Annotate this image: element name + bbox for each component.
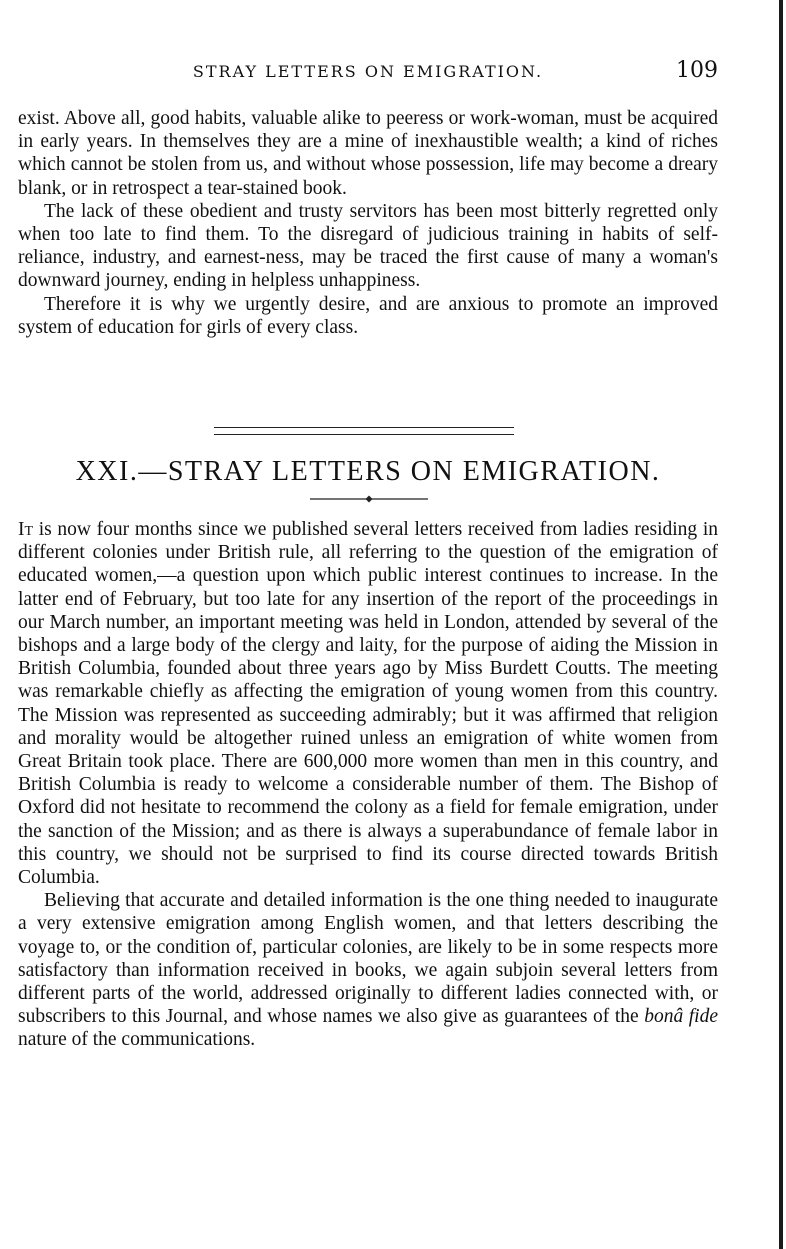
paragraph bbox=[18, 518, 718, 889]
previous-section-text bbox=[18, 107, 718, 339]
article-text bbox=[18, 518, 718, 1052]
paragraph bbox=[18, 889, 718, 1051]
paragraph: exist. Above all, good habits, valuable alike to peeress or work-woman, must be acquired in early years. In themselves they are a mine of inexhaustible wealth; a kind of riches which cannot be stolen from us, and without whose possession, life may become a dreary blank, or in retrospect a tear-stained book. bbox=[18, 108, 718, 199]
paragraph-end: nature of the communications. bbox=[18, 1029, 256, 1051]
italic-phrase: bonâ fide bbox=[644, 1006, 718, 1028]
paragraph-body: Believing that accurate and detailed information is the one thing needed to inaugurate a very extensive emigration among English women, and that letters describing the voyage to, or the condition of, particular colonies, are likely to be in some respects more satisfactory than information received in books, we again subjoin several letters from different parts of the world, addressed originally to different ladies connected with, or subscribers to this Journal, and whose names we also give as guarantees of the bbox=[18, 890, 718, 1028]
running-head bbox=[18, 58, 718, 88]
running-title: STRAY LETTERS ON EMIGRATION. bbox=[192, 62, 544, 81]
page-number: 109 bbox=[676, 58, 718, 83]
chapter-heading: XXI.—STRAY LETTERS ON EMIGRATION. bbox=[75, 456, 661, 487]
initial-word: It bbox=[18, 519, 34, 540]
ornament-rule bbox=[310, 494, 428, 504]
page-edge-shadow bbox=[779, 0, 783, 1249]
paragraph-body: is now four months since we published several letters received from ladies residing in different colonies under British rule, all referring to the question of the emigration of educated women,—a question upon which public interest continues to increase. In the latter end of February, but too late for any insertion of the report of the proceedings in our March number, an important meeting was held in London, attended by several of the bishops and a large body of the clergy and laity, for the purpose of aiding the Mission in British Columbia, founded about three years ago by Miss Burdett Coutts. The meeting was remarkable chiefly as affecting the emigration of young women from this country. The Mission was represented as succeeding admirably; but it was affirmed that religion and morality would be altogether ruined unless an emigration of white women from Great Britain took place. There are 600,000 more women than men in this country, and British Columbia is ready to welcome a considerable number of them. The Bishop of Oxford did not hesitate to recommend the colony as a field for female emigration, under the sanction of the Mission; and as there is always a superabundance of female labor in this country, we should not be surprised to find its course directed towards British Columbia. bbox=[18, 519, 718, 889]
paragraph: The lack of these obedient and trusty servitors has been most bitterly regretted only when too late to find them. To the disregard of judicious training in habits of self-reliance, industry, and earnest-ness, may be traced the first cause of many a woman's downward journey, ending in helpless unhappiness. bbox=[18, 200, 718, 292]
paragraph: Therefore it is why we urgently desire, and are anxious to promote an improved system of education for girls of every class. bbox=[18, 293, 718, 338]
section-divider-rule bbox=[214, 427, 514, 435]
